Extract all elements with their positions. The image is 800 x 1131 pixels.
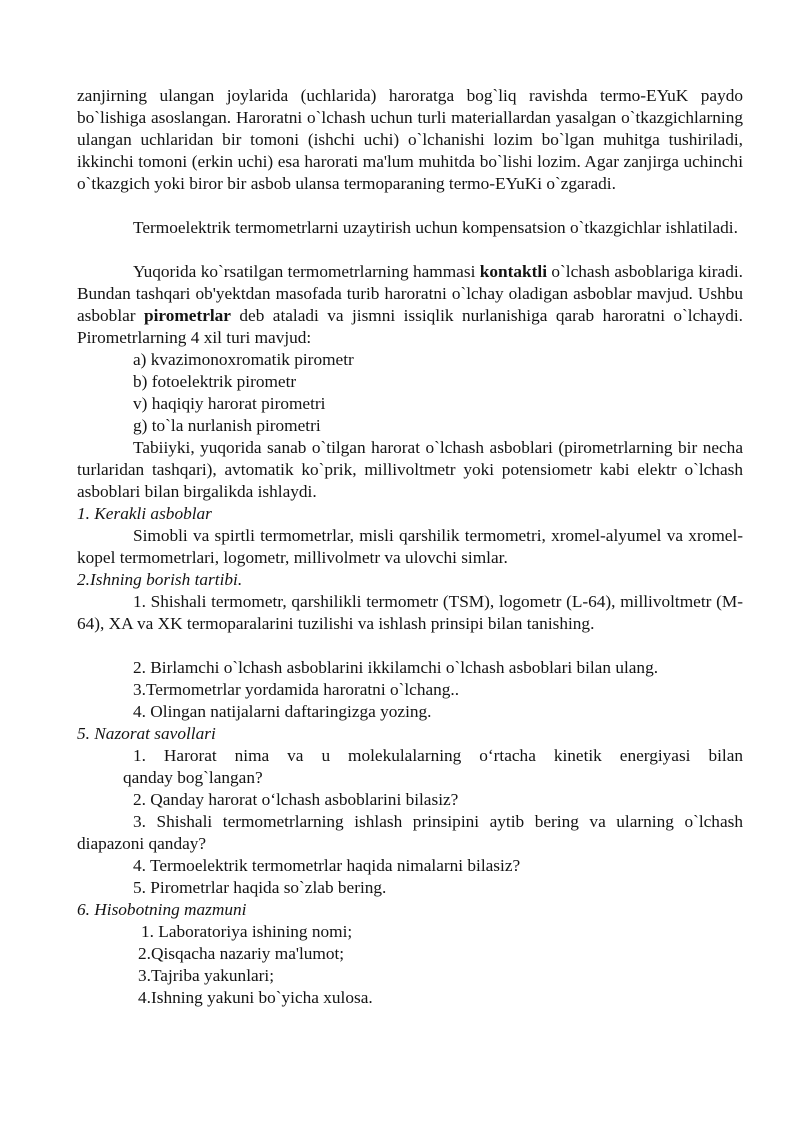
pyrometers-text-d: deb ataladi va jismni issiqlik nurlanishiga qarab haroratni o`lchaydi. Pirometrlarning 4 xil turi mavjud: xyxy=(77,306,743,347)
pyrometer-type-item: v) haqiqiy harorat pirometri xyxy=(133,394,326,413)
question-3: 3. Shishali termometrlarning ishlash prinsipini aytib bering va ularning o`lchash diapazoni qanday? xyxy=(77,812,743,853)
question-1-line-2: qanday bog`langan? xyxy=(123,768,263,787)
question-1-line-1: 1. Harorat nima va u molekulalarning o‘rtacha kinetik energiyasi bilan xyxy=(133,746,743,765)
report-item: 4.Ishning yakuni bo`yicha xulosa. xyxy=(138,988,373,1007)
pyrometer-type-item: g) to`la nurlanish pirometri xyxy=(133,416,321,435)
section-heading-equipment: 1. Kerakli asboblar xyxy=(77,504,212,523)
procedure-step-4: 4. Olingan natijalarni daftaringizga yozing. xyxy=(133,702,432,721)
intro-paragraph-thermocouple: zanjirning ulangan joylarida (uchlarida) haroratga bog`liq ravishda termo-EYuK paydo bo`lishiga asoslangan. Haroratni o`lchash uchun turli materiallardan yasalgan o`tkazgichlarning ulangan uchlaridan bir tomoni (ishchi uchi) o`lchanishi lozim bo`lgan muhitga tushiriladi, ikkinchi tomoni (erkin uchi) esa harorati ma'lum muhitda bo`lishi lozim. Agar zanjirga uchinchi o`tkazgich yoki biror bir asbob ulansa termoparaning termo-EYuKi o`zgaradi. xyxy=(77,86,743,193)
pyrometers-term: pirometrlar xyxy=(143,306,231,325)
procedure-step-3: 3.Termometrlar yordamida haroratni o`lchang.. xyxy=(133,680,460,699)
question-4: 4. Termoelektrik termometrlar haqida nimalarni bilasiz? xyxy=(133,856,521,875)
question-2: 2. Qanday harorat o‘lchash asboblarini bilasiz? xyxy=(133,790,459,809)
intro-paragraph-pyrometers xyxy=(77,261,743,349)
pyrometers-text-c: o`lchash asboblariga kiradi. Bundan tashqari ob'yektdan masofada turib haroratni o`lchay oladigan asboblar mavjud. Ushbu asboblar xyxy=(77,262,743,325)
pyrometers-text-a: Yuqorida ko`rsatilgan termometrlarning hammasi xyxy=(133,262,480,281)
question-5: 5. Pirometrlar haqida so`zlab bering. xyxy=(133,878,387,897)
procedure-step-1: 1. Shishali termometr, qarshilikli termometr (TSM), logometr (L-64), millivoltmetr (M-64), XA va XK termoparalarini tuzilishi va ishlash prinsipi bilan tanishing. xyxy=(77,592,743,633)
section-heading-control-questions: 5. Nazorat savollari xyxy=(77,724,216,743)
report-item: 2.Qisqacha nazariy ma'lumot; xyxy=(138,944,345,963)
pyrometer-type-item: a) kvazimonoxromatik pirometr xyxy=(133,350,354,369)
report-item: 1. Laboratoriya ishining nomi; xyxy=(141,922,353,941)
equipment-paragraph: Simobli va spirtli termometrlar, misli qarshilik termometri, xromel-alyumel va xromel-kopel termometrlari, logometr, millivolmetr va ulovchi simlar. xyxy=(77,526,743,567)
report-item: 3.Tajriba yakunlari; xyxy=(138,966,275,985)
section-heading-report-contents: 6. Hisobotning mazmuni xyxy=(77,900,247,919)
contact-term: kontaktli xyxy=(479,262,547,281)
intro-paragraph-compensation: Termoelektrik termometrlarni uzaytirish uchun kompensatsion o`tkazgichlar ishlatiladi. xyxy=(133,218,738,237)
pyrometer-type-item: b) fotoelektrik pirometr xyxy=(133,372,297,391)
section-heading-procedure: 2.Ishning borish tartibi. xyxy=(77,570,243,589)
procedure-step-2: 2. Birlamchi o`lchash asboblarini ikkilamchi o`lchash asboblari bilan ulang. xyxy=(133,658,659,677)
intro-paragraph-electric-instruments: Tabiiyki, yuqorida sanab o`tilgan harorat o`lchash asboblari (pirometrlarning bir necha turlaridan tashqari), avtomatik ko`prik, millivoltmetr yoki potensiometr kabi elektr o`lchash asboblari bilan birgalikda ishlaydi. xyxy=(77,438,743,501)
